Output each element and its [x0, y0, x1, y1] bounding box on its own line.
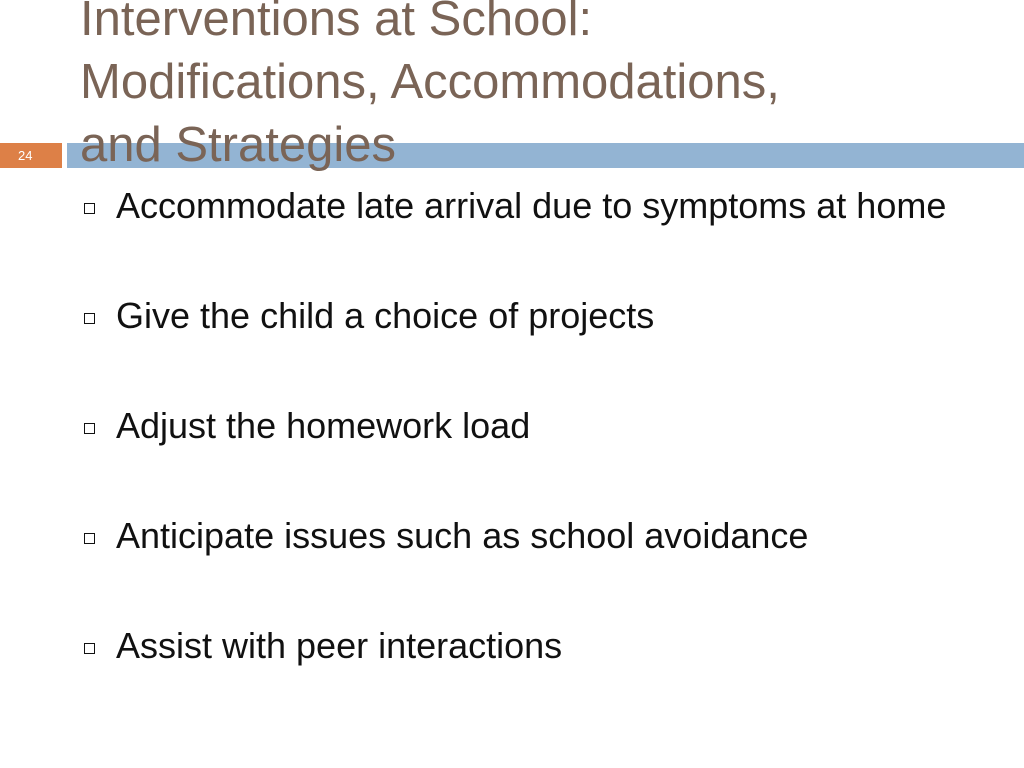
- list-item: [82, 184, 982, 228]
- hollow-square-icon: [84, 423, 95, 434]
- title-line-1: Interventions at School:: [80, 0, 593, 46]
- hollow-square-icon: [84, 203, 95, 214]
- slide-number: 24: [0, 143, 62, 168]
- bullet-text: Give the child a choice of projects: [116, 295, 655, 336]
- list-item: [82, 514, 982, 558]
- bullet-text: Accommodate late arrival due to symptoms at home: [116, 185, 947, 226]
- slide-title: [80, 0, 980, 177]
- title-line-2: Modifications, Accommodations,: [80, 55, 780, 109]
- hollow-square-icon: [84, 533, 95, 544]
- list-item: [82, 624, 982, 668]
- title-line-3: and Strategies: [80, 118, 396, 172]
- bullet-text: Assist with peer interactions: [116, 625, 563, 666]
- bullet-text: Anticipate issues such as school avoidance: [116, 515, 809, 556]
- bullet-text: Adjust the homework load: [116, 405, 531, 446]
- bullet-list: [82, 184, 982, 734]
- hollow-square-icon: [84, 313, 95, 324]
- hollow-square-icon: [84, 643, 95, 654]
- list-item: [82, 404, 982, 448]
- list-item: [82, 294, 982, 338]
